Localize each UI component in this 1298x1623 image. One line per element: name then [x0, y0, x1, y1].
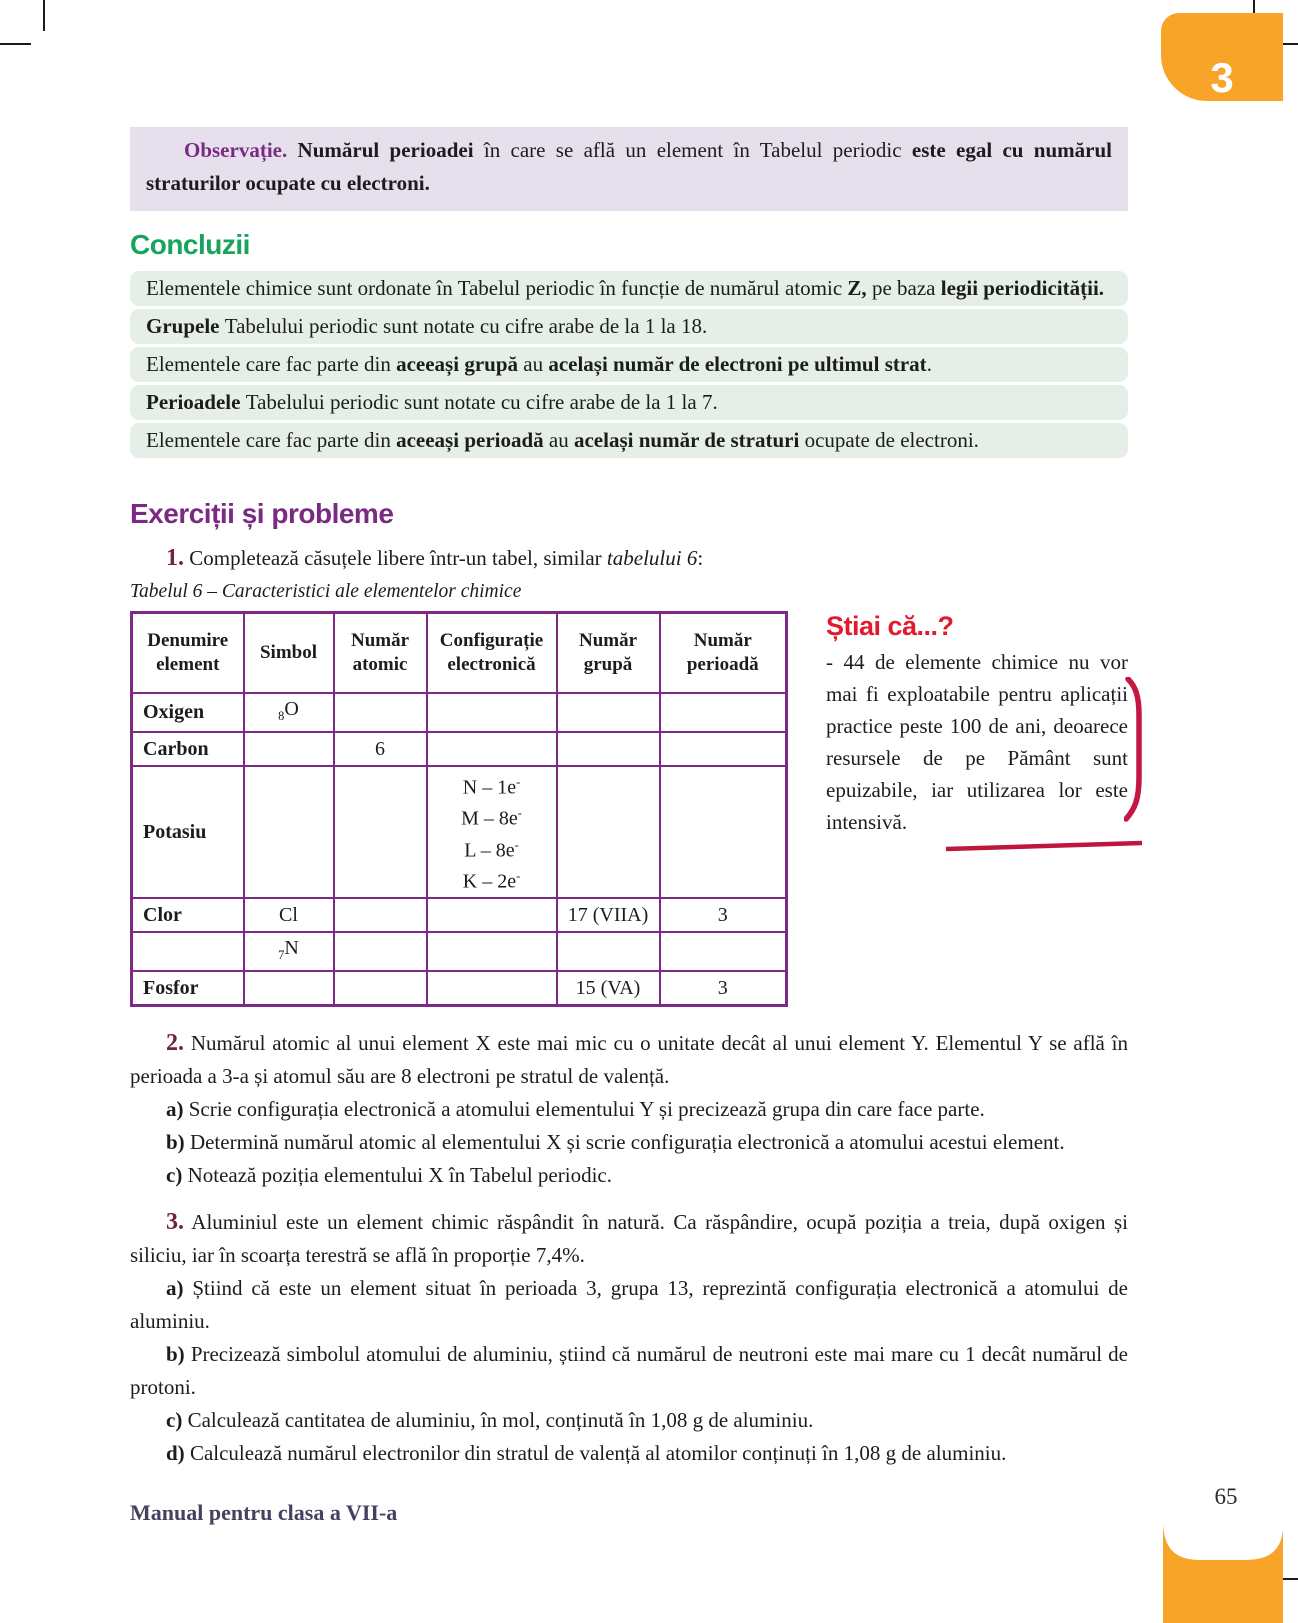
exercises-heading: Exerciții și probleme: [130, 498, 394, 529]
table-cell: [334, 766, 427, 899]
exercise-2-item-b: b) Determină numărul atomic al elementului X și scrie configurația electronică a atomului acestui element.: [166, 1129, 1065, 1154]
table-cell: [557, 766, 660, 899]
observation-box: Observație. Numărul perioadei în care se află un element în Tabelul periodic este egal cu numărul straturilor ocupate cu electroni.: [130, 127, 1128, 211]
page-number: 65: [1214, 1484, 1238, 1509]
table-cell: 17 (VIIA): [557, 898, 660, 932]
table-cell: $_7$N: [244, 932, 334, 971]
table-row: [132, 766, 787, 899]
crop-mark-top-left-h: [0, 43, 31, 45]
chapter-tab: [1161, 13, 1283, 101]
table-row: [132, 732, 787, 766]
exercise-1-statement: 1. Completează căsuțele libere într-un tabel, similar tabelului 6:: [166, 545, 704, 571]
table-cell: 3: [660, 898, 787, 932]
table-cell: [132, 932, 244, 971]
conclusion-item: Elementele chimice sunt ordonate în Tabelul periodic în funcție de numărul atomic Z, pe baza legii periodicității.: [130, 271, 1128, 306]
column-header: Număr atomic: [334, 613, 427, 693]
table-row: [132, 693, 787, 732]
conclusion-item: Grupele Tabelului periodic sunt notate cu cifre arabe de la 1 la 18.: [130, 309, 1128, 344]
table-cell: Fosfor: [132, 971, 244, 1005]
page-content: [130, 127, 1128, 1470]
table-cell: [334, 898, 427, 932]
did-you-know-text: - 44 de elemente chimice nu vor mai fi exploatabile pentru aplicații practice peste 100 de ani, deoarece resursele de pe Pământ sunt epuizabile, iar utilizarea lor este intensivă.: [826, 650, 1128, 834]
exercise-2-statement: 2. Numărul atomic al unui element X este mai mic cu o unitate decât al unui element Y. Elementul Y se află în perioada a 3-a și atomul său are 8 electroni pe stratul de valență.: [130, 1029, 1129, 1088]
footer-manual-title: Manual pentru clasa a VII-a: [130, 1500, 398, 1525]
table-cell: Oxigen: [132, 693, 244, 732]
red-bracket-decoration: [1124, 677, 1146, 823]
table-cell: [660, 766, 787, 899]
conclusion-item: Elementele care fac parte din aceeași grupă au același număr de electroni pe ultimul strat.: [130, 347, 1128, 382]
table-cell: [660, 693, 787, 732]
page-corner-tab: [1163, 1525, 1283, 1623]
table-cell: [334, 932, 427, 971]
exercise-2-item-c: c) Notează poziția elementului X în Tabelul periodic.: [166, 1162, 612, 1187]
exercise-number: 2.: [166, 1029, 184, 1056]
table-cell: Cl: [244, 898, 334, 932]
table-header-row: [132, 613, 787, 693]
table-cell: [334, 971, 427, 1005]
table-row: [132, 932, 787, 971]
exercise-3-item-d: d) Calculează numărul electronilor din stratul de valență al atomilor conținuți în 1,08 g de aluminiu.: [166, 1440, 1007, 1465]
table-cell: [427, 971, 557, 1005]
did-you-know-heading: Știai că...?: [826, 611, 954, 641]
chapter-number: 3: [1210, 54, 1234, 101]
conclusions-list: [130, 271, 1128, 458]
table-cell: [427, 732, 557, 766]
table-cell: [244, 732, 334, 766]
exercise-number: 3.: [166, 1208, 184, 1235]
red-underline-decoration: [946, 840, 1142, 852]
table-cell: [557, 932, 660, 971]
table-cell: [557, 693, 660, 732]
exercise-2-item-a: a) Scrie configurația electronică a atomului elementului Y și precizează grupa din care face parte.: [166, 1096, 985, 1121]
exercise-3-item-c: c) Calculează cantitatea de aluminiu, în mol, conținută în 1,08 g de aluminiu.: [166, 1407, 814, 1432]
table-cell: [660, 732, 787, 766]
exercise-number: 1.: [166, 545, 184, 571]
table-cell: [244, 766, 334, 899]
table-cell: [244, 971, 334, 1005]
table-cell: [660, 932, 787, 971]
table-cell: N – 1e- M – 8e- L – 8e- K – 2e-: [427, 766, 557, 899]
exercise-3-item-b: b) Precizează simbolul atomului de aluminiu, știind că numărul de neutroni este mai mare cu 1 decât numărul de protoni.: [130, 1341, 1128, 1399]
conclusion-item: Elementele care fac parte din aceeași perioadă au același număr de straturi ocupate de electroni.: [130, 423, 1128, 458]
column-header: Simbol: [244, 613, 334, 693]
column-header: Număr grupă: [557, 613, 660, 693]
crop-mark-top-left-v: [43, 0, 45, 31]
table-cell: [427, 693, 557, 732]
table-row: [132, 898, 787, 932]
conclusions-heading: Concluzii: [130, 229, 250, 260]
table-cell: Potasiu: [132, 766, 244, 899]
exercise-3-item-a: a) Știind că este un element situat în perioada 3, grupa 13, reprezintă configurația electronică a atomului de aluminiu.: [130, 1275, 1128, 1333]
column-header: Număr perioadă: [660, 613, 787, 693]
table-cell: [334, 693, 427, 732]
conclusion-item: Perioadele Tabelului periodic sunt notate cu cifre arabe de la 1 la 7.: [130, 385, 1128, 420]
table-cell: 3: [660, 971, 787, 1005]
table-cell: Carbon: [132, 732, 244, 766]
table-cell: 15 (VA): [557, 971, 660, 1005]
exercise-3-statement: 3. Aluminiul este un element chimic răspândit în natură. Ca răspândire, ocupă poziția a treia, după oxigen și siliciu, iar în scoarța terestră se află în proporție 7,4%.: [130, 1208, 1128, 1267]
table-cell: Clor: [132, 898, 244, 932]
elements-table: [130, 611, 788, 1007]
table-row: [132, 971, 787, 1005]
did-you-know-box: [826, 611, 1128, 838]
table-cell: [427, 932, 557, 971]
column-header: Denumire element: [132, 613, 244, 693]
table-cell: $_8$O: [244, 693, 334, 732]
table-caption: Tabelul 6 – Caracteristici ale elementelor chimice: [130, 581, 522, 602]
table-cell: [557, 732, 660, 766]
column-header: Configurație electronică: [427, 613, 557, 693]
table-cell: 6: [334, 732, 427, 766]
table-cell: [427, 898, 557, 932]
